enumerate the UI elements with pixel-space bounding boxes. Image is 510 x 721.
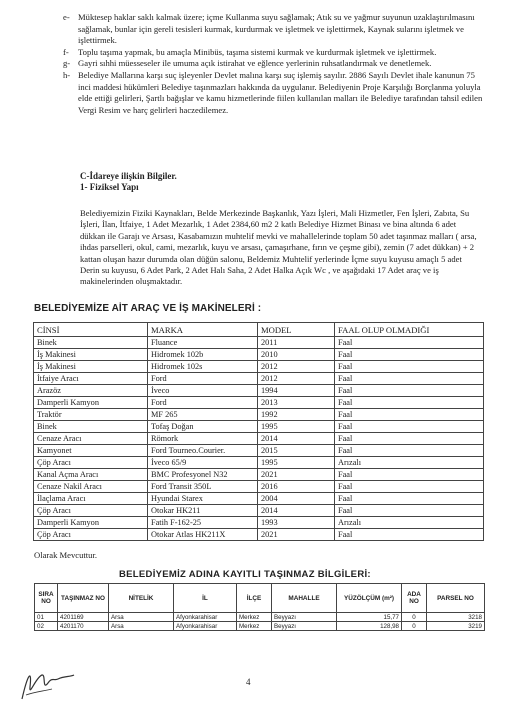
vehicle-status: Faal — [335, 361, 484, 373]
list-item — [63, 12, 483, 47]
vehicle-type: İtfaiye Aracı — [34, 373, 148, 385]
vehicle-status: Faal — [335, 481, 484, 493]
vehicle-model: 2012 — [258, 361, 335, 373]
header-quality: NİTELİK — [109, 584, 174, 613]
realty-district: Merkez — [237, 622, 272, 631]
vehicle-status: Faal — [335, 397, 484, 409]
realty-quality: Arsa — [109, 613, 174, 622]
realty-parcel-no: 3219 — [427, 622, 485, 631]
table-row — [34, 469, 484, 481]
header-brand: MARKA — [148, 323, 258, 337]
vehicle-model: 1995 — [258, 421, 335, 433]
realty-province: Afyonkarahisar — [174, 622, 237, 631]
table-row — [34, 445, 484, 457]
vehicle-type: İş Makinesi — [34, 361, 148, 373]
page-number: 4 — [246, 677, 251, 687]
vehicle-model: 2014 — [258, 433, 335, 445]
vehicle-status: Faal — [335, 337, 484, 349]
vehicle-brand: Ford Tourneo.Courier. — [148, 445, 258, 457]
vehicle-brand: İveco 65/9 — [148, 457, 258, 469]
vehicle-model: 2012 — [258, 373, 335, 385]
list-item-text: Müktesep haklar saklı kalmak üzere; içme Kullanma suyu sağlamak; Atık su ve yağmur suyunun uzaklaştırılmasını sağlamak, bunlar için gereli tesisleri kurmak, kurdurmak ve işletmek ve işlettirmek, Kaynak sularını işletmek ve işlettirmek. — [78, 12, 475, 46]
vehicle-model: 1994 — [258, 385, 335, 397]
vehicle-brand: Ford — [148, 373, 258, 385]
vehicles-table-body — [34, 337, 484, 541]
header-property-no: TAŞINMAZ NO — [58, 584, 109, 613]
header-parcel-no: PARSEL NO — [427, 584, 485, 613]
vehicle-brand: Hyundai Starex — [148, 493, 258, 505]
vehicle-status: Faal — [335, 433, 484, 445]
list-items — [63, 12, 483, 116]
vehicle-brand: MF 265 — [148, 409, 258, 421]
vehicle-brand: Fatih F-162-25 — [148, 517, 258, 529]
vehicle-model: 2015 — [258, 445, 335, 457]
realty-property-no: 4201170 — [58, 622, 109, 631]
realty-table — [34, 583, 485, 631]
vehicle-model: 2021 — [258, 469, 335, 481]
vehicle-model: 2016 — [258, 481, 335, 493]
vehicle-status: Faal — [335, 385, 484, 397]
table-row — [35, 613, 485, 622]
list-item — [63, 58, 483, 70]
vehicle-status: Faal — [335, 505, 484, 517]
realty-quality: Arsa — [109, 622, 174, 631]
table-row — [34, 481, 484, 493]
vehicle-model: 2011 — [258, 337, 335, 349]
vehicle-type: Çöp Aracı — [34, 457, 148, 469]
vehicles-title: BELEDİYEMİZE AİT ARAÇ VE İŞ MAKİNELERİ : — [34, 303, 262, 314]
vehicle-status: Faal — [335, 409, 484, 421]
vehicle-type: Kamyonet — [34, 445, 148, 457]
realty-property-no: 4201169 — [58, 613, 109, 622]
vehicle-brand: İveco — [148, 385, 258, 397]
realty-area: 128,98 — [337, 622, 402, 631]
vehicle-type: Cenaze Aracı — [34, 433, 148, 445]
list-item-text: Gayri sıhhi müesseseler ile umuma açık istirahat ve eğlence yerlerinin ruhsatlandırmak ve denetlemek. — [78, 58, 432, 69]
header-seq-no: SIRA NO — [35, 584, 58, 613]
list-marker: e- — [63, 12, 70, 22]
list-item-text: Belediye Mallarına karşı suç işleyenler Devlet malına karşı suç işlemiş sayılır. 2886 Sayılı Devlet ihale kanunun 75 inci maddesi hükümleri Belediye taşınmazları hakkında da uygulanır. Belediyenin Proje Karşılığı Borçlanma yoluyla elde ettiği gelirleri, Şartlı bağışlar ve kamu hizmetlerinde fiilen kullanılan malları ile Belediye tarafından tahsil edilen Vergi Resim ve harç gelirleri haczedilemez. — [78, 69, 483, 115]
vehicle-status: Arızalı — [335, 517, 484, 529]
realty-neighborhood: Beyyazı — [272, 613, 337, 622]
vehicle-brand: Ford Transit 350L — [148, 481, 258, 493]
table-row — [34, 517, 484, 529]
realty-area: 15,77 — [337, 613, 402, 622]
vehicle-model: 2021 — [258, 529, 335, 541]
vehicle-model: 2014 — [258, 505, 335, 517]
realty-seq-no: 02 — [35, 622, 58, 631]
section-c-title: C-İdareye ilişkin Bilgiler. — [80, 171, 177, 181]
realty-parcel-no: 3218 — [427, 613, 485, 622]
realty-province: Afyonkarahisar — [174, 613, 237, 622]
realty-table-body — [35, 613, 485, 631]
vehicle-model: 2013 — [258, 397, 335, 409]
header-model: MODEL — [258, 323, 335, 337]
vehicles-header-row — [34, 323, 484, 337]
vehicle-status: Faal — [335, 529, 484, 541]
realty-block-no: 0 — [402, 613, 427, 622]
table-row — [34, 373, 484, 385]
vehicle-status: Faal — [335, 445, 484, 457]
header-type: CİNSİ — [34, 323, 148, 337]
list-marker: f- — [63, 46, 69, 57]
table-row — [35, 622, 485, 631]
vehicle-status: Faal — [335, 373, 484, 385]
table-row — [34, 421, 484, 433]
vehicle-type: İş Makinesi — [34, 349, 148, 361]
vehicle-type: Çöp Aracı — [34, 529, 148, 541]
vehicles-footnote: Olarak Mevcuttur. — [34, 550, 98, 560]
vehicle-type: Damperli Kamyon — [34, 397, 148, 409]
table-row — [34, 493, 484, 505]
table-row — [34, 385, 484, 397]
vehicle-status: Faal — [335, 493, 484, 505]
list-item — [63, 70, 483, 116]
vehicle-model: 1995 — [258, 457, 335, 469]
vehicle-type: İlaçlama Aracı — [34, 493, 148, 505]
vehicle-type: Arazöz — [34, 385, 148, 397]
list-marker: g- — [63, 58, 71, 69]
header-district: İLÇE — [237, 584, 272, 613]
table-row — [34, 409, 484, 421]
realty-seq-no: 01 — [35, 613, 58, 622]
vehicle-status: Faal — [335, 469, 484, 481]
vehicle-brand: Römork — [148, 433, 258, 445]
vehicle-type: Kanal Açma Aracı — [34, 469, 148, 481]
physical-structure-paragraph: Belediyemizin Fiziki Kaynakları, Belde Merkezinde Başkanlık, Yazı İşleri, Mali Hizmetler, Fen İşleri, Zabıta, Su İşleri, İlan, İtfaiye, 1 Adet Mezarlık, 1 Adet 2384,60 m2 2 katlı Belediye Hizmet Binası ve bina altında 6 adet dükkan ile Garajı ve Arsası, Kasabamızın muhtelif mevki ve mahallelerinde toplam 50 adet taşınmaz malları ( arsa, ihdas parselleri, okul, cami, mezarlık, kuyu ve arsası, çamaşırhane, fırın ve çeşme gibi), zemin (7 adet dükkan) + 2 kattan oluşan hazır durumda olan düğün salonu, Beldemiz Muhtelif yerlerinde İçme suyu kuyusu amaçlı 5 adet Derin su kuyusu, 6 Adet Park, 2 Adet Halı Saha, 2 Adet Halka Açık Wc , ve aşağıdaki 17 Adet araç ve iş makinelerinden oluşmaktadır. — [80, 208, 477, 287]
vehicle-type: Traktör — [34, 409, 148, 421]
header-neighborhood: MAHALLE — [272, 584, 337, 613]
realty-header-row — [35, 584, 485, 613]
vehicle-status: Faal — [335, 349, 484, 361]
vehicle-status: Arızalı — [335, 457, 484, 469]
header-area: YÜZÖLÇÜM (m²) — [337, 584, 402, 613]
realty-district: Merkez — [237, 613, 272, 622]
realty-block-no: 0 — [402, 622, 427, 631]
vehicle-brand: Hidromek 102b — [148, 349, 258, 361]
vehicle-type: Binek — [34, 421, 148, 433]
header-block-no: ADA NO — [402, 584, 427, 613]
vehicles-table — [33, 322, 484, 541]
table-row — [34, 457, 484, 469]
vehicle-status: Faal — [335, 421, 484, 433]
header-province: İL — [174, 584, 237, 613]
table-row — [34, 505, 484, 517]
table-row — [34, 433, 484, 445]
vehicle-brand: Tofaş Doğan — [148, 421, 258, 433]
table-row — [34, 529, 484, 541]
table-row — [34, 397, 484, 409]
list-item-text: Toplu taşıma yapmak, bu amaçla Minibüs, taşıma sistemi kurmak ve kurdurmak işletmek ve işlettirmek. — [78, 46, 437, 57]
vehicle-type: Damperli Kamyon — [34, 517, 148, 529]
realty-neighborhood: Beyyazı — [272, 622, 337, 631]
vehicle-brand: Otokar HK211 — [148, 505, 258, 517]
vehicle-type: Binek — [34, 337, 148, 349]
vehicle-brand: Fluance — [148, 337, 258, 349]
realty-title: BELEDİYEMİZ ADINA KAYITLI TAŞINMAZ BİLGİLERİ: — [119, 569, 371, 580]
table-row — [34, 349, 484, 361]
vehicle-brand: Hidromek 102s — [148, 361, 258, 373]
table-row — [34, 361, 484, 373]
vehicle-brand: Ford — [148, 397, 258, 409]
list-item — [63, 47, 483, 59]
vehicle-brand: Otokar Atlas HK211X — [148, 529, 258, 541]
vehicle-model: 1992 — [258, 409, 335, 421]
header-status: FAAL OLUP OLMADIĞI — [335, 323, 484, 337]
vehicle-model: 2010 — [258, 349, 335, 361]
vehicle-model: 1993 — [258, 517, 335, 529]
vehicle-type: Cenaze Nakil Aracı — [34, 481, 148, 493]
list-marker: h- — [63, 69, 71, 80]
vehicle-model: 2004 — [258, 493, 335, 505]
section-1-title: 1- Fiziksel Yapı — [80, 182, 139, 192]
vehicle-type: Çöp Aracı — [34, 505, 148, 517]
table-row — [34, 337, 484, 349]
signature — [18, 665, 78, 710]
vehicle-brand: BMC Profesyonel N32 — [148, 469, 258, 481]
